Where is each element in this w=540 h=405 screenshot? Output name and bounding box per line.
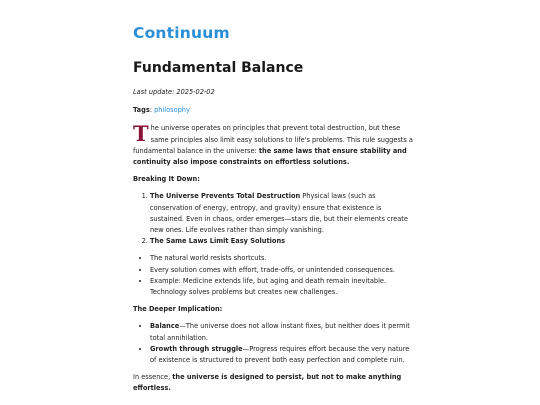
breaking-list [133,191,413,247]
intro-paragraph [133,123,413,168]
deeper-item-text: —The universe does not allow instant fixes, but neither does it permit total annihilation. [150,322,410,342]
deeper-heading: The Deeper Implication: [133,305,223,314]
tags-colon: : [149,106,155,115]
tags-line [133,105,413,116]
intro-bold: the same laws that ensure stability and continuity also impose constraints on effortless solutions. [133,146,407,167]
closing-paragraph [133,372,413,394]
page-title: Fundamental Balance [133,60,304,76]
deeper-item [150,321,413,343]
tags-label: Tags [133,106,150,115]
limit-bullets [133,253,413,298]
list-item: • Example: Medicine extends life, but aging and death remain inevitable. Technology solves problems but creates new challenges. [150,276,413,298]
deeper-item-title: Growth through struggle [150,344,243,353]
closing-bold: the universe is designed to persist, but not to make anything effortless. [133,373,402,393]
breaking-item-title: The Same Laws Limit Easy Solutions [150,237,286,246]
list-item: • Every solution comes with effort, trade-offs, or unintended consequences. [150,265,413,276]
breaking-item [150,236,413,247]
list-item: • The natural world resists shortcuts. [150,253,413,264]
deeper-list [133,321,413,366]
tag-link-philosophy[interactable]: philosophy [154,106,190,115]
site-logo[interactable]: Continuum [133,24,230,42]
last-update: Last update: 2025-02-02 [133,88,215,96]
deeper-item [150,344,413,366]
deeper-item-title: Balance [150,322,180,331]
intro-text: he universe operates on principles that prevent total destruction, but these same principles also limit easy solutions to life's problems. This rule suggests a fundamental balance in the universe: [133,124,413,155]
breaking-heading: Breaking It Down: [133,175,200,184]
breaking-item [150,191,413,236]
article-body [133,87,413,395]
deeper-item-text: —Progress requires effort because the very nature of existence is structured to prevent both easy perfection and complete ruin. [150,344,410,365]
closing-text: In essence, [133,373,173,382]
drop-cap: T [133,121,149,147]
breaking-item-text: Physical laws (such as conservation of energy, entropy, and gravity) ensure that existence is sustained. Even in chaos, order emerges—stars die, but their elements create new ones. Life evolves rather than simply vanishing. [150,192,408,235]
breaking-item-title: The Universe Prevents Total Destruction [150,192,301,201]
